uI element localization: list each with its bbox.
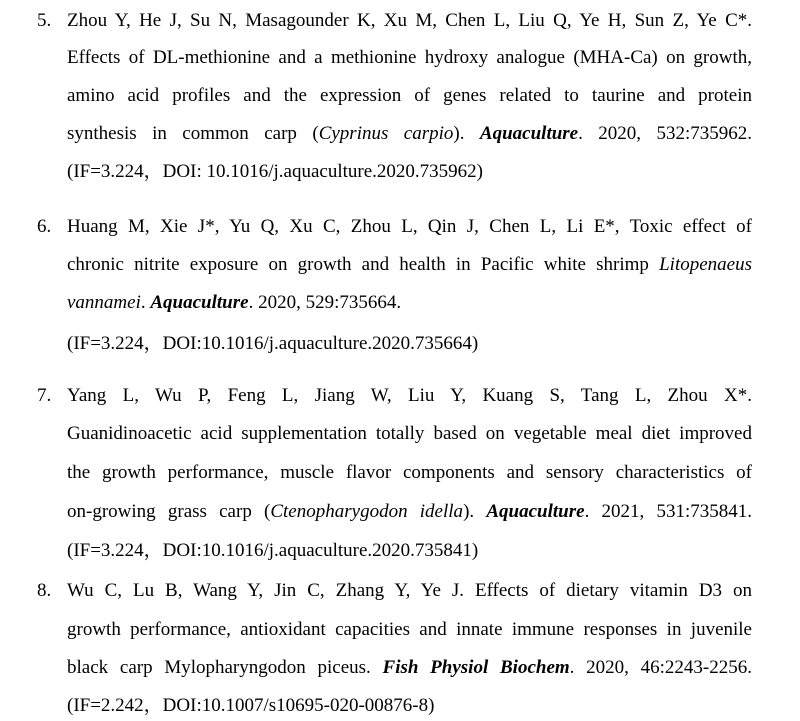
reference-number: 6. <box>37 216 52 237</box>
reference-line: amino acid profiles and the expression of genes related to taurine and protein <box>67 85 752 106</box>
reference-line: Effects of DL-methionine and a methionine hydroxy analogue (MHA-Ca) on growth, <box>67 47 752 68</box>
reference-line: chronic nitrite exposure on growth and health in Pacific white shrimp Litopenaeus <box>67 254 752 275</box>
journal-name: Aquaculture <box>150 292 249 313</box>
reference-line: the growth performance, muscle flavor components and sensory characteristics of <box>67 462 752 483</box>
reference-line: on-growing grass carp (Ctenopharygodon idella). Aquaculture. 2021, 531:735841. <box>67 501 753 522</box>
reference-line: Wu C, Lu B, Wang Y, Jin C, Zhang Y, Ye J. Effects of dietary vitamin D3 on <box>67 580 752 601</box>
reference-line: synthesis in common carp (Cyprinus carpio). Aquaculture. 2020, 532:735962. <box>67 123 753 144</box>
reference-line: black carp Mylopharyngodon piceus. Fish Physiol Biochem. 2020, 46:2243-2256. <box>67 657 752 678</box>
reference-metrics: (IF=2.242，DOI:10.1007/s10695-020-00876-8) <box>67 695 435 716</box>
reference-line: Guanidinoacetic acid supplementation totally based on vegetable meal diet improved <box>67 423 752 444</box>
reference-line: growth performance, antioxidant capacities and innate immune responses in juvenile <box>67 619 752 640</box>
species-name: Ctenopharygodon idella <box>270 501 464 522</box>
reference-number: 8. <box>37 580 52 601</box>
reference-line: Huang M, Xie J*, Yu Q, Xu C, Zhou L, Qin J, Chen L, Li E*, Toxic effect of <box>67 216 752 237</box>
species-name: vannamei <box>67 292 141 313</box>
reference-line: Yang L, Wu P, Feng L, Jiang W, Liu Y, Kuang S, Tang L, Zhou X*. <box>67 385 752 406</box>
reference-metrics: (IF=3.224，DOI:10.1016/j.aquaculture.2020.735664) <box>67 333 479 354</box>
reference-number: 5. <box>37 10 52 31</box>
journal-name: Aquaculture <box>486 501 585 522</box>
reference-line: Zhou Y, He J, Su N, Masagounder K, Xu M, Chen L, Liu Q, Ye H, Sun Z, Ye C*. <box>67 10 752 31</box>
species-name: Cyprinus carpio <box>318 123 454 144</box>
species-name: Litopenaeus <box>659 254 752 275</box>
reference-metrics: (IF=3.224，DOI: 10.1016/j.aquaculture.2020.735962) <box>67 161 483 182</box>
reference-metrics: (IF=3.224，DOI:10.1016/j.aquaculture.2020.735841) <box>67 540 479 561</box>
journal-name: Fish Physiol Biochem <box>382 657 570 678</box>
journal-name: Aquaculture <box>479 123 579 144</box>
reference-line: vannamei. Aquaculture. 2020, 529:735664. <box>67 292 402 313</box>
reference-number: 7. <box>37 385 52 406</box>
